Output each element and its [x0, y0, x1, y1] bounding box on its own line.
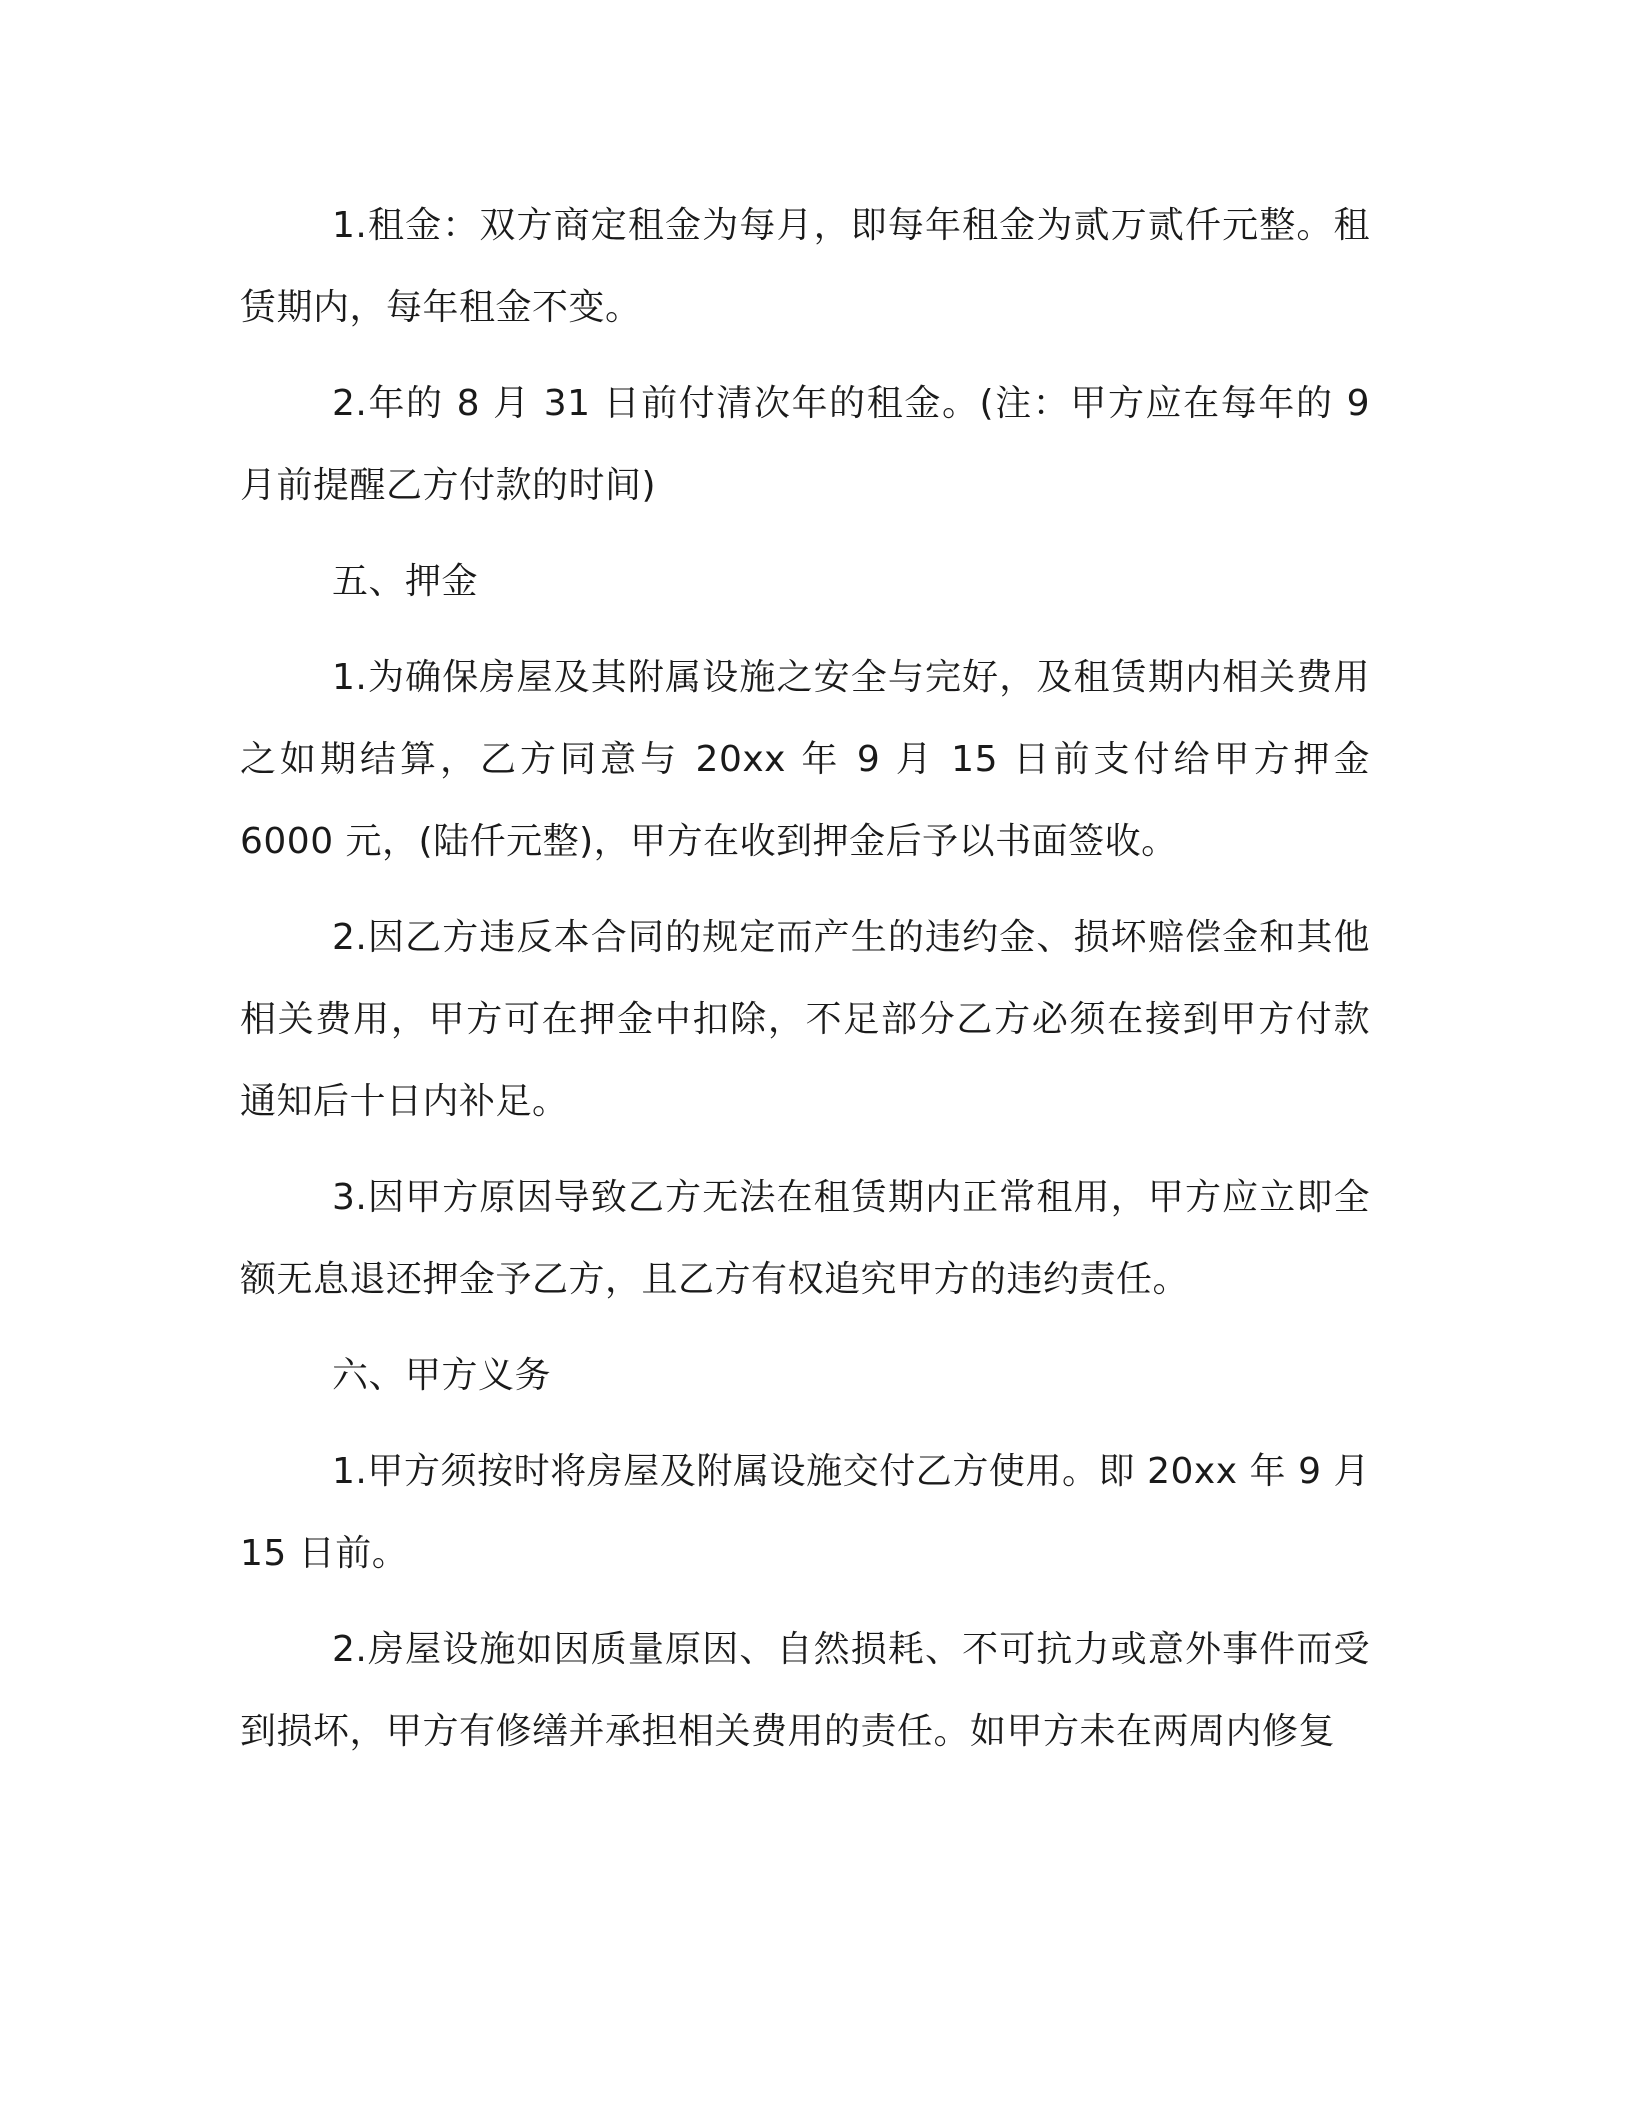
deposit-clause-2: 2.因乙方违反本合同的规定而产生的违约金、损坏赔偿金和其他相关费用，甲方可在押金中扣除，不足部分乙方必须在接到甲方付款通知后十日内补足。: [240, 917, 1370, 1122]
section-6-heading: 六、甲方义务: [332, 1355, 552, 1396]
deposit-clause-1: 1.为确保房屋及其附属设施之安全与完好，及租赁期内相关费用之如期结算，乙方同意与 20xx 年 9 月 15 日前支付给甲方押金 6000 元，(陆仟元整)，甲方在收到押金后予以书面签收。: [240, 657, 1370, 862]
document-body: [240, 185, 1370, 1787]
section-5-heading: 五、押金: [332, 561, 479, 602]
obligation-clause-2: 2.房屋设施如因质量原因、自然损耗、不可抗力或意外事件而受到损坏，甲方有修缮并承担相关费用的责任。如甲方未在两周内修复: [240, 1629, 1370, 1752]
rent-clause-2: 2.年的 8 月 31 日前付清次年的租金。(注：甲方应在每年的 9 月前提醒乙方付款的时间): [240, 383, 1370, 506]
obligation-clause-1: 1.甲方须按时将房屋及附属设施交付乙方使用。即 20xx 年 9 月 15 日前。: [240, 1451, 1370, 1574]
deposit-clause-3: 3.因甲方原因导致乙方无法在租赁期内正常租用，甲方应立即全额无息退还押金予乙方，且乙方有权追究甲方的违约责任。: [240, 1177, 1370, 1300]
rent-clause-1: 1.租金：双方商定租金为每月，即每年租金为贰万贰仟元整。租赁期内，每年租金不变。: [240, 205, 1370, 328]
